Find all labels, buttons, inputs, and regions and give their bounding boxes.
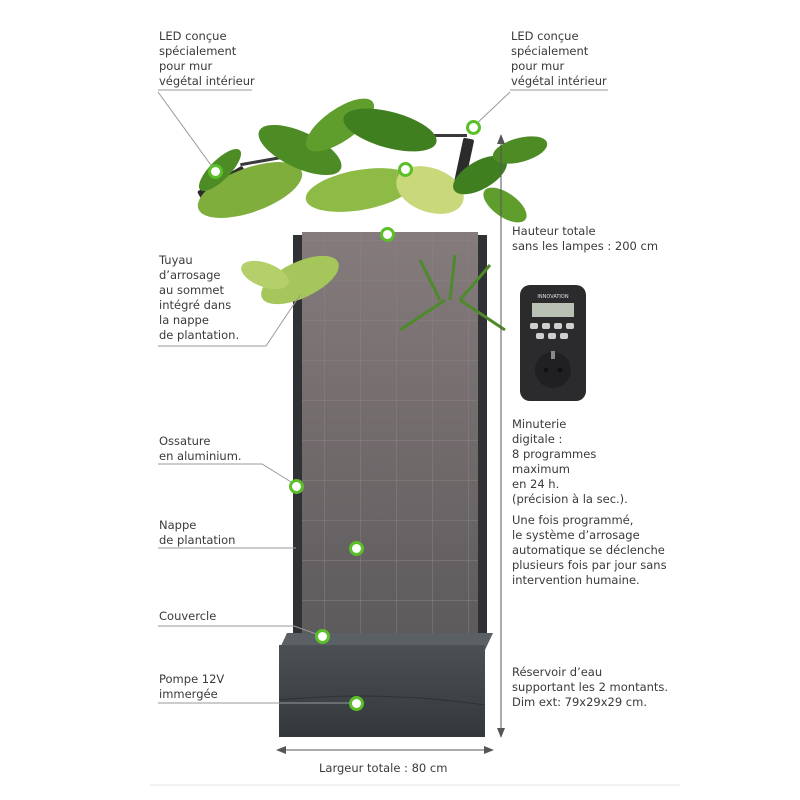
label-height: Hauteur totale sans les lampes : 200 cm (512, 224, 659, 253)
marker-frame (289, 479, 304, 494)
label-timer: Minuterie digitale : 8 programmes maximum en 24 h. (précision à la sec.). (512, 417, 628, 506)
digital-timer (518, 283, 588, 403)
label-automatic: Une fois programmé, le système d’arrosage automatique se déclenche plusieurs fois par jour sans intervention humaine. (512, 513, 667, 587)
marker-pump (349, 696, 364, 711)
label-planting-sheet: Nappe de plantation (159, 518, 236, 547)
marker-lid (315, 629, 330, 644)
label-lid: Couvercle (159, 609, 217, 623)
reservoir (279, 645, 485, 737)
marker-pipe (380, 227, 395, 242)
label-reservoir: Réservoir d’eau supportant les 2 montants. Dim ext: 79x29x29 cm. (512, 665, 669, 709)
marker-sheet (349, 541, 364, 556)
label-pipe: Tuyau d’arrosage au sommet intégré dans la nappe de plantation. (159, 253, 240, 342)
label-width: Largeur totale : 80 cm (319, 761, 448, 775)
marker-plants-top (398, 162, 413, 177)
label-pump: Pompe 12V immergée (159, 672, 225, 701)
frame-post-right (478, 235, 487, 640)
label-frame: Ossature en aluminium. (159, 434, 242, 463)
label-led-left: LED conçue spécialement pour mur végétal intérieur (159, 29, 255, 88)
marker-led-right (466, 120, 481, 135)
marker-led-left (208, 164, 223, 179)
label-led-right: LED conçue spécialement pour mur végétal intérieur (511, 29, 607, 88)
timer-brand: INNOVATION (537, 294, 569, 300)
